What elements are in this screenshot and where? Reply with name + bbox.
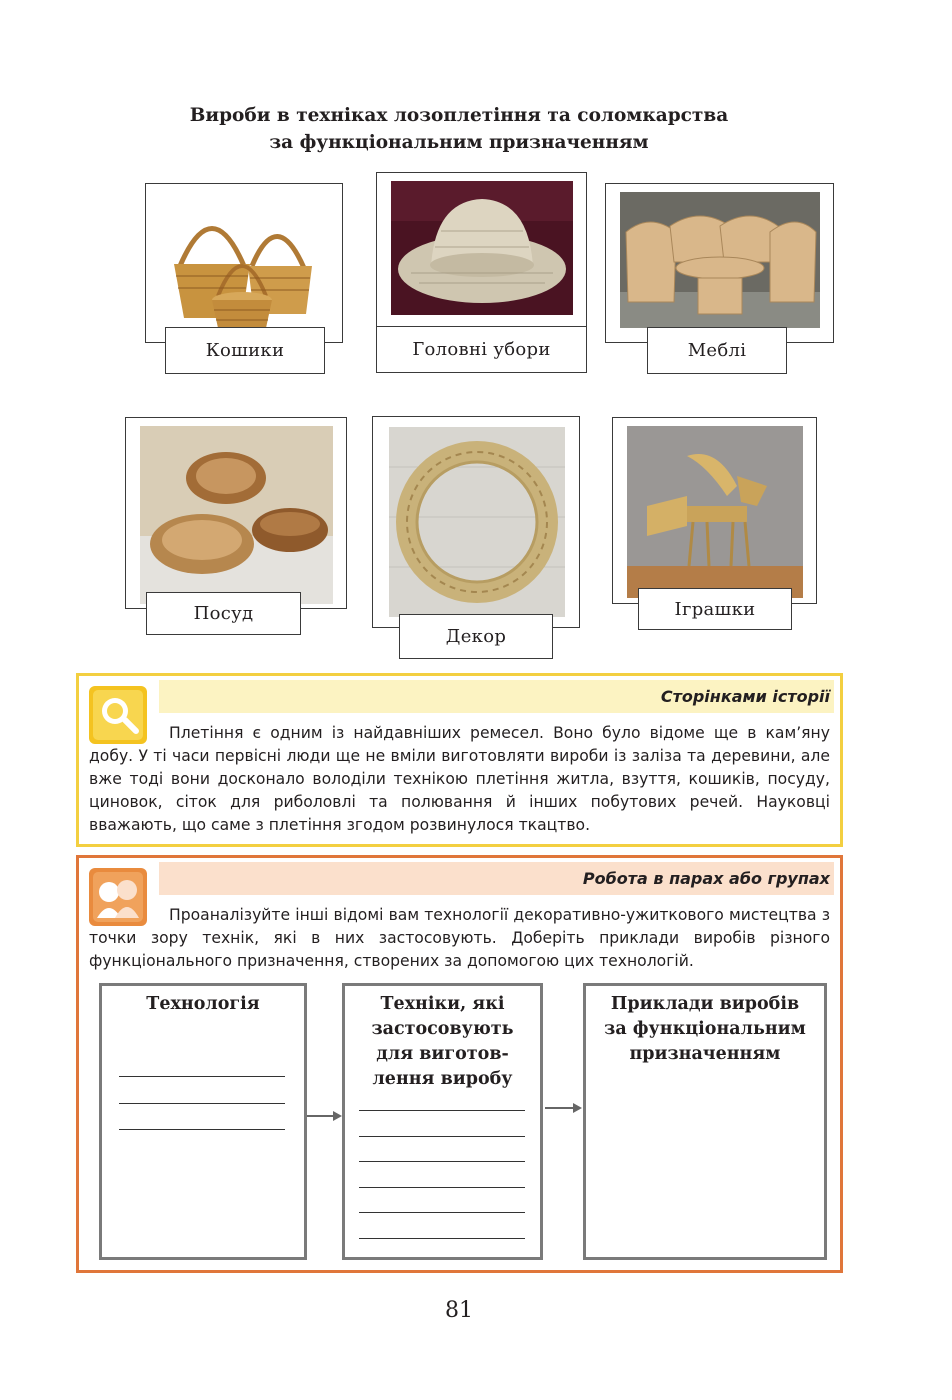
- blank-line: [359, 1212, 525, 1213]
- wicker-furniture-photo: [620, 192, 820, 328]
- column-examples: [583, 983, 827, 1260]
- caption-furniture: Меблі: [647, 327, 787, 374]
- column-techniques-heading: Техніки, які застосовують для виготов- лення виробу: [371, 994, 514, 1089]
- caption-dishes: Посуд: [146, 592, 301, 635]
- page-title: [0, 102, 918, 156]
- caption-decor: Декор: [399, 614, 553, 659]
- blank-line: [359, 1161, 525, 1162]
- arrow-right-icon: [545, 1101, 583, 1115]
- gallery-card-baskets: [145, 183, 343, 343]
- woven-bowls-photo: [140, 426, 333, 604]
- caption-toys: Іграшки: [638, 588, 792, 630]
- blank-line: [119, 1129, 285, 1130]
- gallery-card-toys: [612, 417, 817, 604]
- page-title-line-2: за функціональним призначенням: [269, 132, 649, 153]
- gallery-card-hats: [376, 172, 587, 342]
- gallery-card-furniture: [605, 183, 834, 343]
- history-text: Плетіння є одним із найдавніших ремесел. Воно було відоме ще в кам’яну добу. У ті часи первісні люди ще не вміли виготовляти вироби із заліза та деревини, але вже тоді вони досконало володіли технікою плетіння житла, взуття, кошиків, посуду, циновок, сіток для риболовлі та полювання й інших побутових речей. Науковці вважають, що саме з плетіння згодом розвинулося ткацтво.: [89, 724, 830, 834]
- blank-line: [359, 1238, 525, 1239]
- straw-hat-photo: [391, 181, 573, 315]
- blank-line: [359, 1187, 525, 1188]
- history-box: [76, 673, 843, 847]
- column-techniques: [342, 983, 543, 1260]
- caption-baskets: Кошики: [165, 327, 325, 374]
- blank-line: [119, 1076, 285, 1077]
- column-examples-heading: Приклади виробів за функціональним призначенням: [604, 994, 806, 1064]
- pairs-header: Робота в парах або групах: [159, 862, 834, 895]
- blank-line: [359, 1136, 525, 1137]
- page-number: 81: [445, 1298, 473, 1323]
- gallery-card-dishes: [125, 417, 347, 609]
- blank-line: [359, 1110, 525, 1111]
- column-technology: [99, 983, 307, 1260]
- gallery-card-decor: [372, 416, 580, 628]
- history-header: Сторінками історії: [159, 680, 834, 713]
- baskets-photo: [162, 196, 328, 332]
- straw-horse-photo: [627, 426, 803, 598]
- pairs-text: Проаналізуйте інші відомі вам технології декоративно-ужиткового мистецтва з точки зору технік, які в них застосовують. Доберіть приклади виробів різного функціонального призначення, створених за допомогою цих технологій.: [89, 906, 830, 970]
- page-title-line-1: Вироби в техніках лозоплетіння та соломкарства: [189, 105, 729, 126]
- column-technology-heading: Технологія: [146, 994, 260, 1014]
- arrow-right-icon: [307, 1109, 343, 1123]
- caption-hats: Головні убори: [376, 326, 587, 373]
- wicker-wreath-photo: [389, 427, 565, 617]
- blank-line: [119, 1103, 285, 1104]
